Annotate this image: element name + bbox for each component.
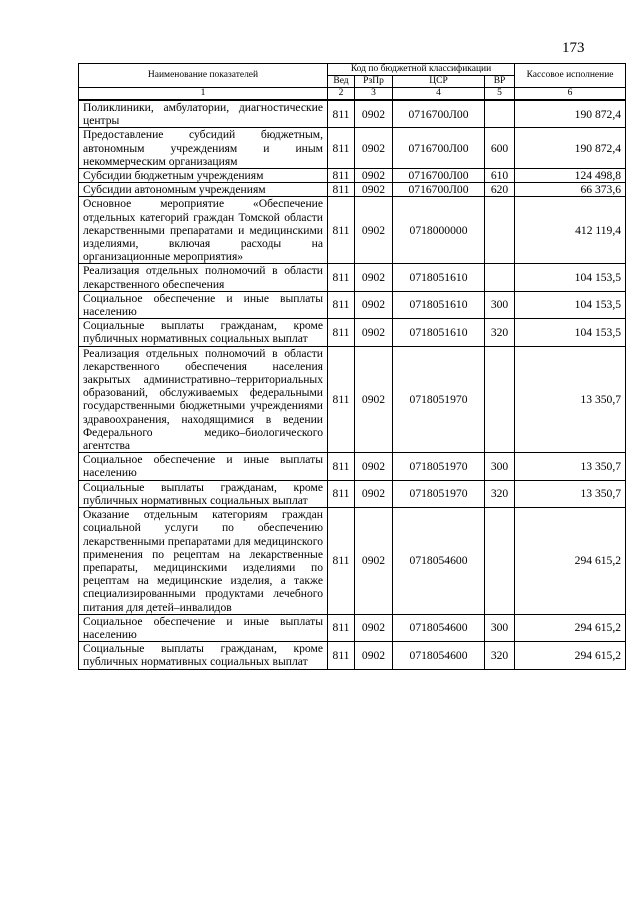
- row-ved: 811: [328, 197, 355, 264]
- row-amount: 104 153,5: [515, 291, 626, 318]
- row-amount: 66 373,6: [515, 183, 626, 197]
- col-number: 5: [485, 88, 515, 101]
- page-number: 173: [562, 40, 585, 56]
- row-name: Социальные выплаты гражданам, кроме публичных нормативных социальных выплат: [79, 480, 328, 507]
- row-csr: 0718051970: [393, 346, 485, 453]
- header-cash: Кассовое исполнение: [515, 64, 626, 88]
- header-rzpr: РзПр: [355, 76, 393, 88]
- row-vr: [485, 197, 515, 264]
- row-rzpr: 0902: [355, 453, 393, 480]
- col-number: 6: [515, 88, 626, 101]
- row-ved: 811: [328, 264, 355, 291]
- row-ved: 811: [328, 453, 355, 480]
- table-row: [79, 100, 626, 128]
- row-ved: 811: [328, 614, 355, 641]
- row-vr: 610: [485, 169, 515, 183]
- header-numbers-row: [79, 88, 626, 101]
- table-row: [79, 183, 626, 197]
- row-ved: 811: [328, 183, 355, 197]
- row-vr: 600: [485, 128, 515, 169]
- row-ved: 811: [328, 128, 355, 169]
- row-vr: [485, 264, 515, 291]
- table-row: [79, 197, 626, 264]
- row-csr: 0718051970: [393, 480, 485, 507]
- row-name: Предоставление субсидий бюджетным, автономным учреждениям и иным некоммерческим организациям: [79, 128, 328, 169]
- row-rzpr: 0902: [355, 319, 393, 346]
- row-rzpr: 0902: [355, 183, 393, 197]
- row-ved: 811: [328, 508, 355, 615]
- col-number: 3: [355, 88, 393, 101]
- header-name: Наименование показателей: [79, 64, 328, 88]
- table-row: [79, 319, 626, 346]
- row-ved: 811: [328, 100, 355, 128]
- row-csr: 0718054600: [393, 642, 485, 669]
- row-ved: 811: [328, 480, 355, 507]
- row-vr: 300: [485, 291, 515, 318]
- row-csr: 0718054600: [393, 508, 485, 615]
- row-rzpr: 0902: [355, 264, 393, 291]
- table-body: [79, 100, 626, 669]
- row-amount: 13 350,7: [515, 480, 626, 507]
- row-rzpr: 0902: [355, 100, 393, 128]
- row-name: Реализация отдельных полномочий в области лекарственного обеспечения: [79, 264, 328, 291]
- row-csr: 0716700Л00: [393, 100, 485, 128]
- row-ved: 811: [328, 291, 355, 318]
- row-name: Социальное обеспечение и иные выплаты населению: [79, 291, 328, 318]
- row-amount: 104 153,5: [515, 319, 626, 346]
- table-row: [79, 264, 626, 291]
- table-row: [79, 291, 626, 318]
- table-row: [79, 169, 626, 183]
- header-budget-code: Код по бюджетной классификации: [328, 64, 515, 76]
- table-row: [79, 128, 626, 169]
- row-name: Социальные выплаты гражданам, кроме публичных нормативных социальных выплат: [79, 319, 328, 346]
- row-ved: 811: [328, 642, 355, 669]
- row-csr: 0718051610: [393, 264, 485, 291]
- row-vr: 320: [485, 642, 515, 669]
- table-row: [79, 614, 626, 641]
- row-name: Социальное обеспечение и иные выплаты населению: [79, 453, 328, 480]
- row-name: Основное мероприятие «Обеспечение отдельных категорий граждан Томской области лекарственными препаратами и медицинскими изделиями, включая расходы на организационные мероприятия»: [79, 197, 328, 264]
- row-ved: 811: [328, 169, 355, 183]
- row-vr: 300: [485, 453, 515, 480]
- row-rzpr: 0902: [355, 480, 393, 507]
- row-name: Поликлиники, амбулатории, диагностические центры: [79, 100, 328, 128]
- row-amount: 13 350,7: [515, 453, 626, 480]
- row-csr: 0716700Л00: [393, 169, 485, 183]
- row-csr: 0716700Л00: [393, 128, 485, 169]
- row-csr: 0716700Л00: [393, 183, 485, 197]
- row-csr: 0718051970: [393, 453, 485, 480]
- row-rzpr: 0902: [355, 291, 393, 318]
- row-name: Реализация отдельных полномочий в области лекарственного обеспечения населения закрытых административно–территориальных образований, обслуживаемых федеральными государственными бюджетными учреждениями здравоохранения, находящимися в ведении Федерального медико–биологического агентства: [79, 346, 328, 453]
- row-name: Социальные выплаты гражданам, кроме публичных нормативных социальных выплат: [79, 642, 328, 669]
- row-ved: 811: [328, 346, 355, 453]
- row-vr: 320: [485, 319, 515, 346]
- header-ved: Вед: [328, 76, 355, 88]
- row-rzpr: 0902: [355, 169, 393, 183]
- header-csr: ЦСР: [393, 76, 485, 88]
- row-rzpr: 0902: [355, 128, 393, 169]
- row-name: Оказание отдельным категориям граждан социальной услуги по обеспечению лекарственными препаратами для медицинского применения по рецептам на лекарственные препараты, медицинскими изделиями по рецептам на медицинские изделия, а также специализированными продуктами лечебного питания для детей–инвалидов: [79, 508, 328, 615]
- table-row: [79, 642, 626, 669]
- row-vr: [485, 508, 515, 615]
- table-row: [79, 453, 626, 480]
- row-csr: 0718051610: [393, 319, 485, 346]
- row-name: Социальное обеспечение и иные выплаты населению: [79, 614, 328, 641]
- row-vr: 620: [485, 183, 515, 197]
- table-header: [79, 64, 626, 101]
- row-rzpr: 0902: [355, 614, 393, 641]
- row-amount: 190 872,4: [515, 128, 626, 169]
- col-number: 1: [79, 88, 328, 101]
- row-rzpr: 0902: [355, 508, 393, 615]
- row-name: Субсидии автономным учреждениям: [79, 183, 328, 197]
- row-vr: 320: [485, 480, 515, 507]
- table-row: [79, 508, 626, 615]
- row-amount: 190 872,4: [515, 100, 626, 128]
- row-rzpr: 0902: [355, 642, 393, 669]
- row-amount: 294 615,2: [515, 508, 626, 615]
- row-rzpr: 0902: [355, 197, 393, 264]
- table-row: [79, 346, 626, 453]
- row-amount: 294 615,2: [515, 614, 626, 641]
- row-amount: 294 615,2: [515, 642, 626, 669]
- row-ved: 811: [328, 319, 355, 346]
- row-vr: [485, 100, 515, 128]
- row-vr: 300: [485, 614, 515, 641]
- row-name: Субсидии бюджетным учреждениям: [79, 169, 328, 183]
- row-amount: 104 153,5: [515, 264, 626, 291]
- table-row: [79, 480, 626, 507]
- row-csr: 0718054600: [393, 614, 485, 641]
- row-csr: 0718051610: [393, 291, 485, 318]
- row-amount: 124 498,8: [515, 169, 626, 183]
- row-csr: 0718000000: [393, 197, 485, 264]
- row-amount: 412 119,4: [515, 197, 626, 264]
- col-number: 2: [328, 88, 355, 101]
- row-vr: [485, 346, 515, 453]
- col-number: 4: [393, 88, 485, 101]
- row-amount: 13 350,7: [515, 346, 626, 453]
- header-vr: ВР: [485, 76, 515, 88]
- row-rzpr: 0902: [355, 346, 393, 453]
- budget-table: [78, 63, 626, 670]
